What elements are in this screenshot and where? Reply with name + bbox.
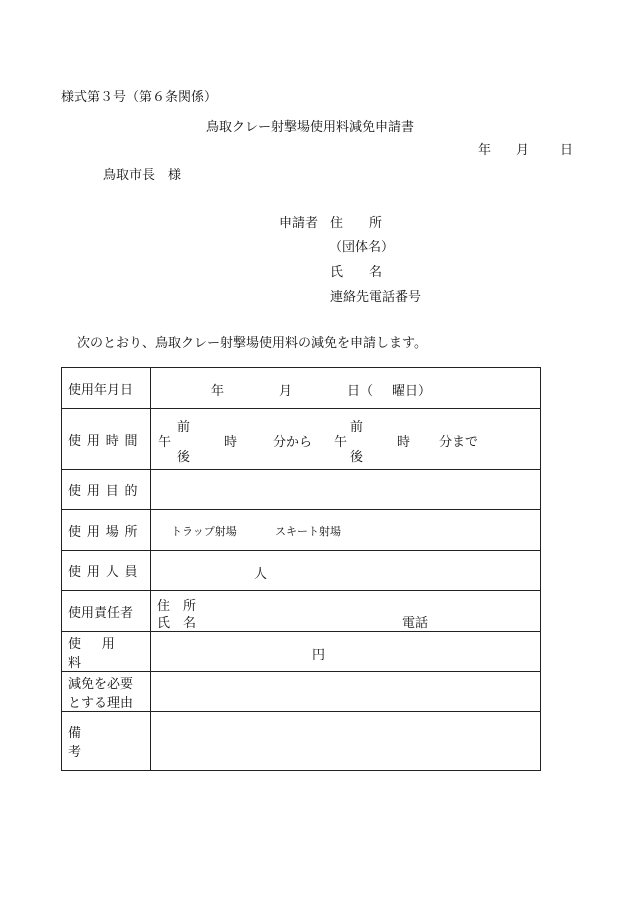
usage-date-label: 使用年月日: [62, 368, 151, 409]
usage-date-year: 年: [211, 384, 225, 399]
reason-label-line1: 減免を必要: [68, 676, 134, 692]
reason-label-line2: とする理由: [68, 695, 134, 711]
responsible-field[interactable]: [151, 591, 541, 632]
time-am-2: 前: [350, 420, 364, 435]
fee-unit: 円: [312, 648, 326, 663]
time-pm-1: 後: [177, 450, 191, 465]
usage-date-field[interactable]: [151, 368, 541, 409]
usage-date-weekday: 曜日）: [392, 384, 432, 399]
remarks-label: 備考: [62, 712, 151, 771]
responsible-name-label: 氏 名: [157, 616, 197, 631]
row-usage-date: [62, 368, 541, 409]
row-usage-time: [62, 409, 541, 470]
place-field[interactable]: [151, 510, 541, 551]
place-label: 使用場所: [62, 510, 151, 551]
time-noon-2: 午: [334, 435, 348, 450]
applicant-label: 申請者: [279, 216, 319, 231]
purpose-label: 使用目的: [62, 470, 151, 510]
row-responsible: [62, 591, 541, 632]
people-unit: 人: [254, 567, 268, 582]
row-remarks: [62, 712, 541, 771]
place-option-trap[interactable]: トラップ射場: [171, 525, 237, 538]
people-label: 使用人員: [62, 551, 151, 591]
fee-label: 使用料: [62, 632, 151, 672]
place-option-skeet[interactable]: スキート射場: [275, 525, 341, 538]
usage-time-field[interactable]: [151, 409, 541, 470]
applicant-name-label: 氏 名: [330, 265, 383, 280]
row-place: [62, 510, 541, 551]
responsible-phone-label: 電話: [402, 616, 429, 631]
reason-field[interactable]: [151, 672, 541, 712]
date-day: 日: [560, 143, 574, 158]
time-noon-1: 午: [158, 435, 172, 450]
date-year: 年: [478, 143, 492, 158]
row-fee: [62, 632, 541, 672]
time-pm-2: 後: [350, 450, 364, 465]
page-title: 鳥取クレー射撃場使用料減免申請書: [206, 120, 415, 135]
time-hour-2: 時: [397, 435, 411, 450]
remarks-field[interactable]: [151, 712, 541, 771]
application-table: [61, 367, 541, 771]
purpose-field[interactable]: [151, 470, 541, 510]
responsible-label: 使用責任者: [62, 591, 151, 632]
usage-date-day: 日（: [347, 384, 374, 399]
people-field[interactable]: [151, 551, 541, 591]
applicant-org-label: （団体名）: [329, 240, 395, 255]
intro-text: 次のとおり、鳥取クレー射撃場使用料の減免を申請します。: [77, 336, 427, 351]
addressee: 鳥取市長 様: [103, 168, 182, 183]
applicant-address-label: 住 所: [330, 216, 383, 231]
fee-field[interactable]: [151, 632, 541, 672]
time-until: 分まで: [439, 435, 479, 450]
usage-time-label: 使用時間: [62, 409, 151, 470]
usage-date-month: 月: [279, 384, 293, 399]
form-number: 様式第３号（第６条関係）: [61, 90, 218, 105]
row-people: [62, 551, 541, 591]
applicant-phone-label: 連絡先電話番号: [330, 290, 422, 305]
responsible-address-label: 住 所: [157, 599, 197, 614]
row-reason: [62, 672, 541, 712]
time-hour-1: 時: [224, 435, 238, 450]
time-from: 分から: [273, 435, 313, 450]
row-purpose: [62, 470, 541, 510]
date-month: 月: [516, 143, 530, 158]
reason-label: [62, 672, 151, 712]
time-am-1: 前: [177, 420, 191, 435]
